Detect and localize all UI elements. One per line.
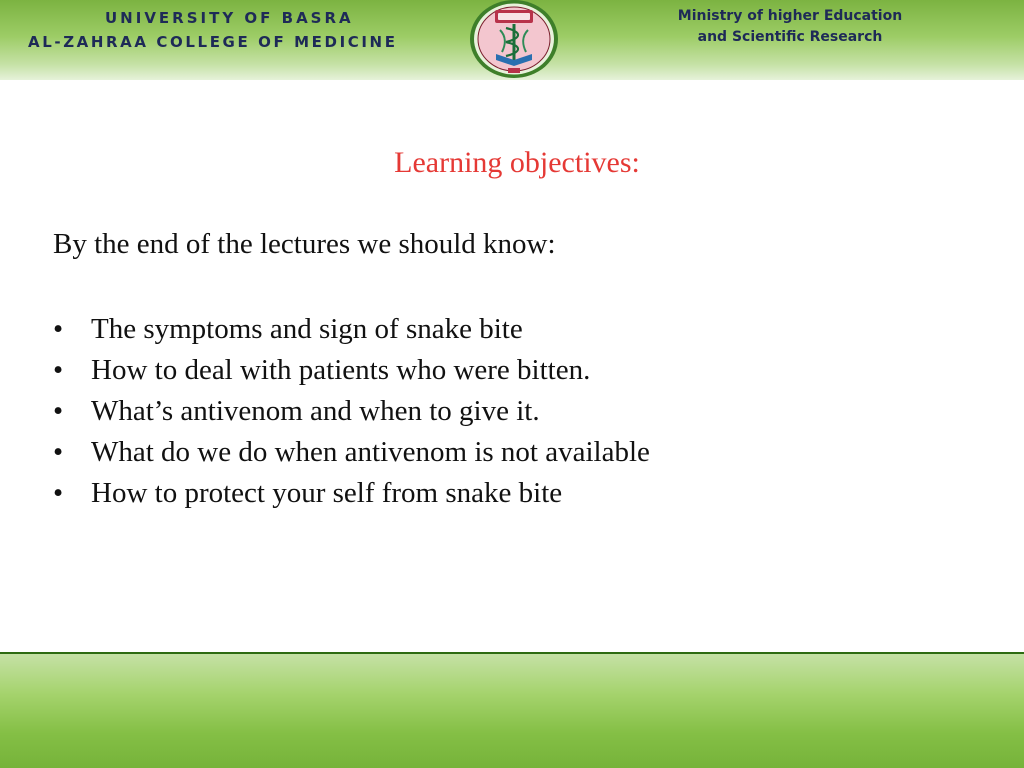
list-item: [53, 433, 650, 474]
bullet-icon: •: [53, 313, 64, 345]
objectives-list: [53, 310, 650, 515]
bullet-icon: •: [53, 395, 64, 427]
list-item: [53, 310, 650, 351]
university-name: UNIVERSITY OF BASRA: [105, 9, 354, 27]
college-seal-icon: [470, 0, 560, 80]
college-name: AL-ZAHRAA COLLEGE OF MEDICINE: [28, 33, 398, 51]
objective-text: The symptoms and sign of snake bite: [91, 313, 523, 345]
intro-text: By the end of the lectures we should know:: [53, 228, 556, 260]
ministry-line-2: and Scientific Research: [697, 29, 883, 45]
slide-title: Learning objectives:: [394, 146, 640, 179]
list-item: [53, 392, 650, 433]
header-band: [0, 0, 1024, 80]
footer-band: [0, 652, 1024, 768]
list-item: [53, 474, 650, 515]
objective-text: How to deal with patients who were bitten.: [91, 354, 591, 386]
bullet-icon: •: [53, 477, 64, 509]
list-item: [53, 351, 650, 392]
objective-text: What do we do when antivenom is not available: [91, 436, 650, 468]
ministry-name: [650, 6, 930, 48]
bullet-icon: •: [53, 354, 64, 386]
objective-text: What’s antivenom and when to give it.: [91, 395, 540, 427]
objective-text: How to protect your self from snake bite: [91, 477, 563, 509]
bullet-icon: •: [53, 436, 64, 468]
ministry-line-1: Ministry of higher Education: [677, 8, 903, 24]
